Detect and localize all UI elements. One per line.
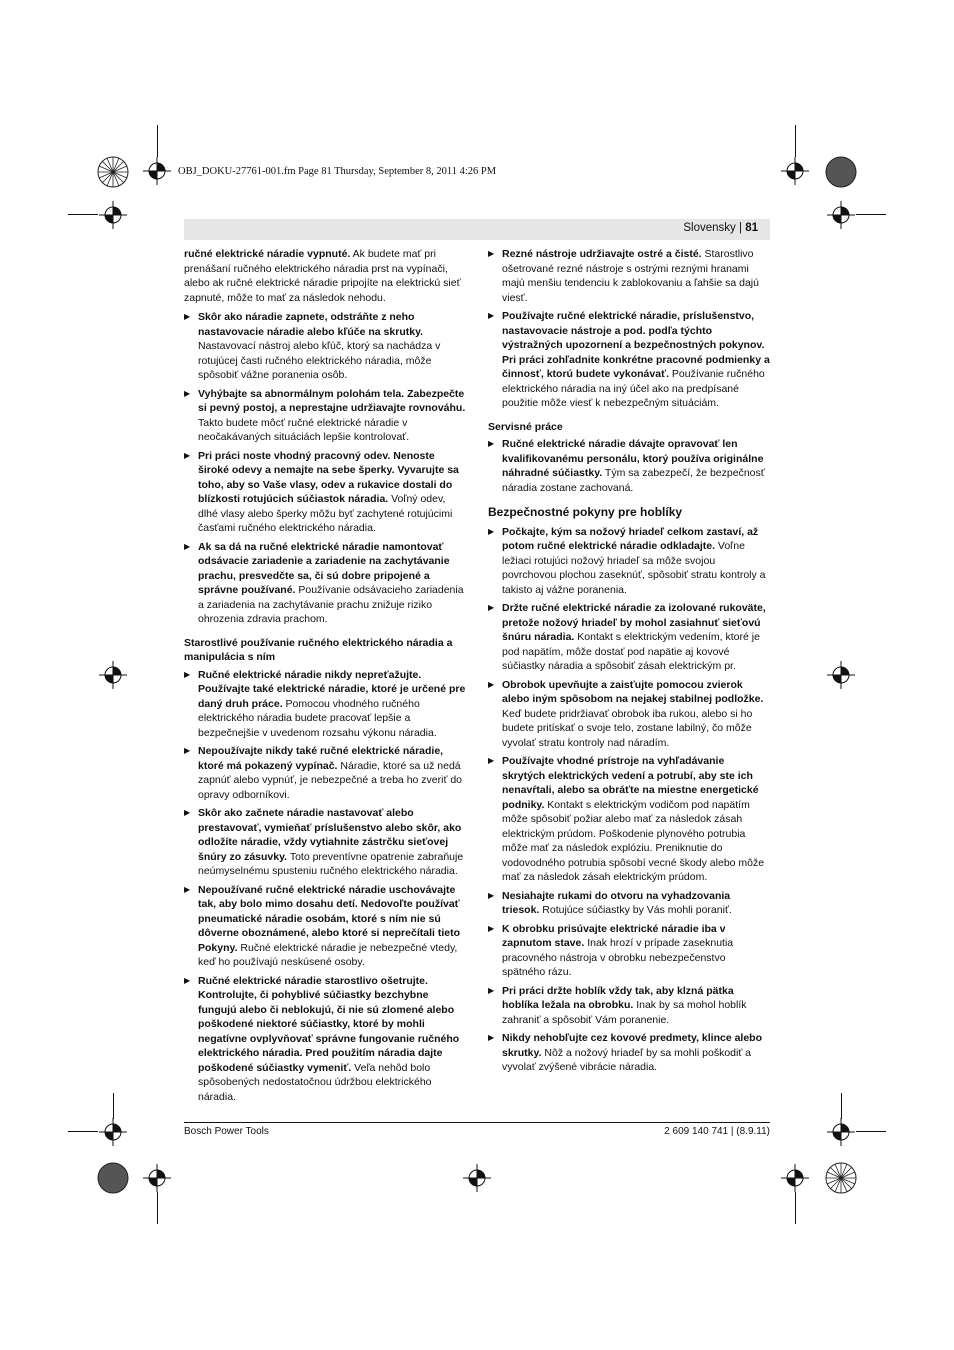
list-item <box>488 678 770 751</box>
bullet-arrow-icon: ▶ <box>184 541 191 551</box>
crosshair-icon <box>99 661 127 689</box>
item-bold: Ručné elektrické náradie dávajte opravovať len kvalifikovanému personálu, ktorý používa originálne náhradné súčiastky. <box>502 438 764 479</box>
right-column <box>488 247 770 1079</box>
item-text: Ručné elektrické náradie je nebezpečné vtedy, keď ho používajú neskúsené osoby. <box>198 941 458 968</box>
list-item <box>488 1031 770 1075</box>
bullet-arrow-icon: ▶ <box>488 679 495 689</box>
bullet-arrow-icon: ▶ <box>488 923 495 933</box>
item-bold: Pri práci držte hoblík vždy tak, aby klzná pätka hoblíka ležala na obrobku. <box>502 984 734 1011</box>
bullet-arrow-icon: ▶ <box>488 756 495 765</box>
list-item <box>488 525 770 598</box>
intro-paragraph <box>184 247 466 305</box>
item-text: Inak hrozí v prípade zaseknutia pracovného nástroja v obrobku nebezpečenstvo spätného rázu. <box>502 937 734 978</box>
registration-dot-icon <box>96 1161 130 1195</box>
item-bold: Ak sa dá na ručné elektrické náradie namontovať odsávacie zariadenie a zariadenie na zachytávanie prachu, presvedčte sa, či sú dobre pripojené a správne používané. <box>198 540 450 596</box>
crosshair-icon <box>827 1118 855 1146</box>
item-bold: Ručné elektrické náradie nikdy nepreťažujte. Používajte také elektrické náradie, ktoré je určené pre daný druh práce. <box>198 668 466 710</box>
list-item <box>184 883 466 970</box>
subheading: Servisné práce <box>488 420 563 433</box>
list-item <box>488 754 770 885</box>
list-item <box>184 668 466 741</box>
crop-line <box>841 1093 842 1119</box>
crop-line <box>157 125 158 157</box>
item-bold: Ručné elektrické náradie starostlivo ošetrujte. Kontrolujte, či pohyblivé súčiastky bezchybne fungujú alebo či neblokujú, či nie sú zlomené alebo poškodené niektoré súčiastky, ktoré by mohli negatívne ovplyvňovať správne fungovanie ručného elektrického náradia. Pred použitím náradia dajte poškodené súčiastky vymeniť. <box>198 974 460 1074</box>
registration-dot-icon <box>824 155 858 189</box>
item-text: Tým sa zabezpečí, že bezpečnosť náradia zostane zachovaná. <box>502 467 765 494</box>
item-bold: Skôr ako začnete náradie nastavovať alebo prestavovať, vymieňať príslušenstvo alebo skôr, ako odložíte náradie, vždy vytiahnite zástrčku sieťovej šnúry zo zásuvky. <box>198 807 462 863</box>
item-text: Kontakt s elektrickým vodičom pod napätím môže spôsobiť požiar alebo mať za následok zásah elektrickým prúdom. Poškodenie plynového potrubia môže mať za následok explóziu. Preniknutie do vodovodného potrubia spôsobí vecné škody alebo môže mať za následok zásah elektrickým prúdom. <box>502 798 765 883</box>
list-item <box>488 309 770 411</box>
bullet-arrow-icon: ▶ <box>488 985 495 995</box>
bullet-arrow-icon: ▶ <box>184 450 191 460</box>
item-bold: Obrobok upevňujte a zaisťujte pomocou zvierok alebo iným spôsobom na nejakej stabilnej podložke. <box>502 678 764 705</box>
bullet-arrow-icon: ▶ <box>184 884 191 894</box>
crosshair-icon <box>463 1164 491 1192</box>
crosshair-icon <box>781 157 809 185</box>
registration-target-icon <box>96 155 130 189</box>
section-heading: Bezpečnostné pokyny pre hoblíky <box>488 505 683 519</box>
crop-line <box>68 214 98 215</box>
item-text: Takto budete môcť ručné elektrické náradie v neočakávaných situáciách lepšie kontrolovať. <box>198 416 410 443</box>
footer-brand: Bosch Power Tools <box>184 1126 269 1137</box>
item-text: Toto preventívne opatrenie zabraňuje neúmyselnému spusteniu ručného elektrického náradia. <box>198 850 464 877</box>
crop-line <box>856 1131 886 1132</box>
list-item <box>488 984 770 1028</box>
item-bold: K obrobku prisúvajte elektrické náradie iba v zapnutom stave. <box>502 922 726 949</box>
crosshair-icon <box>143 157 171 185</box>
crop-line <box>795 1192 796 1224</box>
item-text: Používanie odsávacieho zariadenia a zariadenia na zachytávanie prachu znižuje riziko ohrozenia zdravia prachom. <box>198 584 464 625</box>
list-item <box>488 922 770 980</box>
crosshair-icon <box>781 1164 809 1192</box>
crop-line <box>157 1192 158 1224</box>
list-item <box>488 437 770 495</box>
bullet-arrow-icon: ▶ <box>488 890 495 900</box>
bullet-arrow-icon: ▶ <box>488 526 495 536</box>
page-header <box>184 219 770 240</box>
item-bold: Držte ručné elektrické náradie za izolované rukoväte, pretože nožový hriadeľ by mohol zasiahnuť sieťovú šnúru náradia. <box>502 602 766 643</box>
crop-line <box>68 1131 98 1132</box>
list-item <box>184 806 466 879</box>
list-item <box>184 744 466 802</box>
item-text: Náradie, ktoré sa už nedá zapnúť alebo vypnúť, je nebezpečné a treba ho zveriť do opravy odborníkovi. <box>198 759 462 801</box>
print-slug: OBJ_DOKU-27761-001.fm Page 81 Thursday, September 8, 2011 4:26 PM <box>178 166 497 177</box>
item-bold: Vyhýbajte sa abnormálnym polohám tela. Zabezpečte si pevný postoj, a neprestajne udržiavajte rovnováhu. <box>198 387 466 414</box>
crosshair-icon <box>143 1164 171 1192</box>
item-bold: Nepoužívané ručné elektrické náradie uschovávajte tak, aby bolo mimo dosahu detí. Nedovoľte používať pneumatické náradie osobám, ktoré s ním nie sú dôverne oboznámené, alebo ktoré si neprečítali tieto Pokyny. <box>198 883 460 954</box>
bullet-arrow-icon: ▶ <box>488 311 495 320</box>
crosshair-icon <box>99 1118 127 1146</box>
page-number: 81 <box>745 222 758 234</box>
subheading: Starostlivé používanie ručného elektrického náradia a manipulácia s ním <box>184 636 453 663</box>
list-item <box>488 889 770 918</box>
bullet-arrow-icon: ▶ <box>488 439 495 448</box>
bullet-arrow-icon: ▶ <box>184 388 191 398</box>
footer-divider <box>184 1122 770 1123</box>
bullet-arrow-icon: ▶ <box>184 746 191 755</box>
crosshair-icon <box>827 201 855 229</box>
list-item <box>184 387 466 445</box>
registration-target-icon <box>824 1161 858 1195</box>
list-item <box>488 247 770 305</box>
list-item <box>488 601 770 674</box>
item-bold: Používajte vhodné prístroje na vyhľadávanie skrytých elektrických vedení a potrubí, aby ste ich nenavŕtali, alebo sa obráťte na miestne energetické podniky. <box>502 755 759 811</box>
item-text: Starostlivo ošetrované rezné nástroje s ostrými reznými hranami majú menšiu tendenciu k zablokovaniu a ľahšie sa dajú viesť. <box>502 248 759 304</box>
item-text: Voľne ležiaci rotujúci nožový hriadeľ sa môže svojou povrchovou plochou zaseknúť, spôsobiť stratu kontroly a takisto aj vážne poranenia. <box>502 540 766 596</box>
list-item <box>184 449 466 536</box>
item-bold: Rezné nástroje udržiavajte ostré a čisté. <box>502 248 702 260</box>
list-item <box>184 540 466 627</box>
intro-text: Ak budete mať pri prenášaní ručného elektrického náradia prst na vypínači, alebo ak ručné elektrické náradie pripojíte na elektrickú sieť zapnuté, môže to mať za následok nehodu. <box>184 248 461 304</box>
item-bold: Nikdy nehobľujte cez kovové predmety, klince alebo skrutky. <box>502 1032 763 1059</box>
item-text: Nastavovací nástroj alebo kľúč, ktorý sa nachádza v rotujúcej časti ručného elektrického náradia, môže spôsobiť vážne poranenia osôb. <box>198 340 441 381</box>
header-text <box>683 222 758 234</box>
header-language: Slovensky <box>683 222 736 234</box>
item-text: Kontakt s elektrickým vedením, ktoré je pod napätím, môže dostať pod napätie aj kovové súčiastky náradia a spôsobiť zásah elektrickým pr. <box>502 631 760 672</box>
bullet-arrow-icon: ▶ <box>488 603 495 612</box>
item-text: Používanie ručného elektrického náradia na iný účel ako na predpísané použitie môže viesť k nebezpečným situáciám. <box>502 368 765 409</box>
footer-doc-number: 2 609 140 741 | (8.9.11) <box>664 1126 770 1137</box>
item-text: Pomocou vhodného ručného elektrického náradia budete pracovať lepšie a bezpečnejšie v uvedenom rozsahu výkonu náradia. <box>198 697 437 739</box>
item-bold: Skôr ako náradie zapnete, odstráňte z neho nastavovacie náradie alebo kľúče na skrutky. <box>198 311 424 338</box>
item-bold: Používajte ručné elektrické náradie, príslušenstvo, nastavovacie nástroje a pod. podľa týchto výstražných upozornení a bezpečnostných pokynov. Pri práci zohľadnite konkrétne pracovné podmienky a činnosť, ktorú budete vykonávať. <box>502 310 770 380</box>
item-bold: Nepoužívajte nikdy také ručné elektrické náradie, ktoré má pokazený vypínač. <box>198 745 444 772</box>
crop-line <box>795 125 796 157</box>
item-text: Inak by sa mohol hoblík zahraniť a spôsobiť Vám poranenie. <box>502 999 747 1026</box>
bullet-arrow-icon: ▶ <box>184 975 191 985</box>
bullet-arrow-icon: ▶ <box>184 669 191 679</box>
left-column <box>184 247 466 1108</box>
header-separator: | <box>735 222 746 234</box>
item-text: Nôž a nožový hriadeľ by sa mohli poškodiť a vyvolať zvýšené vibrácie náradia. <box>502 1046 752 1073</box>
bullet-arrow-icon: ▶ <box>488 1033 495 1042</box>
list-item <box>184 974 466 1105</box>
item-bold: Nesiahajte rukami do otvoru na vyhadzovania triesok. <box>502 889 731 916</box>
item-text: Rotujúce súčiastky by Vás mohli poraniť. <box>539 904 732 916</box>
crosshair-icon <box>827 661 855 689</box>
intro-bold: ručné elektrické náradie vypnuté. <box>184 248 351 260</box>
crosshair-icon <box>99 201 127 229</box>
crop-line <box>856 214 886 215</box>
item-text: Keď budete pridržiavať obrobok iba rukou, alebo si ho budete pritískať o svoje telo, zostane labilný, čo môže vyvolať stratu kontroly nad náradím. <box>502 707 753 749</box>
item-text: Veľa nehôd bolo spôsobených nedostatočnou údržbou elektrického náradia. <box>198 1061 432 1103</box>
bullet-arrow-icon: ▶ <box>184 312 191 321</box>
item-bold: Pri práci noste vhodný pracovný odev. Nenoste široké odevy a nemajte na sebe šperky. Vyvarujte sa toho, aby so Vaše vlasy, odev a rukavice dostali do blízkosti rotujúcich súčiastok náradia. <box>198 449 459 505</box>
crop-line <box>113 1093 114 1119</box>
bullet-arrow-icon: ▶ <box>488 249 495 258</box>
list-item <box>184 310 466 383</box>
bullet-arrow-icon: ▶ <box>184 808 191 817</box>
item-bold: Počkajte, kým sa nožový hriadeľ celkom zastaví, až potom ručné elektrické náradie odkladajte. <box>502 525 759 552</box>
item-text: Voľný odev, dlhé vlasy alebo šperky môžu byť zachytené rotujúcimi časťami ručného elektrického náradia. <box>198 493 453 534</box>
